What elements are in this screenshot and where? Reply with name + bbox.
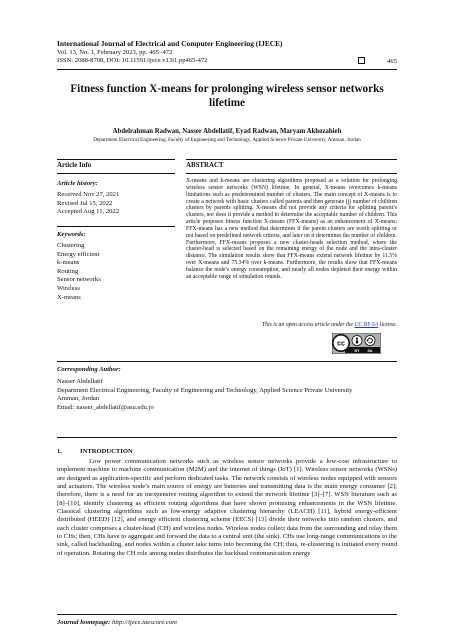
- corresponding-city: Amman, Jordan: [57, 395, 100, 403]
- footer-rule: [57, 614, 397, 615]
- header-rule: [57, 69, 397, 70]
- footer-label: Journal homepage: [57, 619, 109, 626]
- corresponding-rule-bottom: [57, 437, 397, 438]
- volume-line: Vol. 13, No. 1, February 2023, pp. 465~472: [57, 48, 173, 56]
- section-number: 1.: [57, 448, 62, 455]
- article-info-heading: Article Info: [57, 162, 92, 169]
- corresponding-name: Nasser Abdellatif: [57, 378, 103, 385]
- issn-doi-line: ISSN: 2088-8708, DOI: 10.11591/ijece.v13i1.pp465-472: [57, 57, 208, 65]
- journal-name: International Journal of Electrical and Computer Engineering (IJECE): [57, 39, 283, 48]
- journal-header: [57, 40, 397, 66]
- keyword-item: Sensor networks: [57, 276, 101, 284]
- intro-paragraph: Low power communication networks such as wireless sensor networks provide a low-cost infrastructure to implement machine to machine communication (M2M) and the internet of things (IoT) [1]. Wireless sensor networks (WSNs) are designed as application-specific and perform dedicated tasks. The network consists of wireless nodes equipped with sensors and actuators. The wireless node’s main source of energy are batteries and transmitting data is the main energy consumer [2]; therefore, there is a need for an inexpensive routing algorithm to extend the network lifetime [3]–[7]. WSN literature such as [8]–[10], identify clustering as efficient routing algorithms that have shown promising enhancements in the WSN lifetime. Classical clustering algorithms such as low-energy adaptive clustering hierarchy (LEACH) [11], hybrid energy-efficient distributed (HEED) [12], and energy efficient clustering scheme (EECS) [13] divide their networks into random clusters, and each cluster comprises a cluster-head (CH) and wireless nodes. Wireless nodes collect data from the surrounding and relay them to CHs; then, CHs have to aggregate and forward the data to a central unit (the sink). CHs use long-range communications to the sink, called backhauling, and nodes within a cluster take turns into becoming the CH; thus, re-clustering is initiated every round of operation. Rotating the CH role among nodes distributes the backhaul communication energy: [57, 458, 397, 557]
- keyword-item: k-means: [57, 259, 80, 267]
- keyword-item: Wireless: [57, 284, 80, 292]
- keywords-rule: [57, 226, 175, 227]
- keyword-item: Energy efficient: [57, 250, 100, 258]
- history-received: Received Nov 27, 2021: [57, 191, 120, 198]
- affiliation: Department Electrical Engineering, Faculty of Engineering and Technology, Applied Science Private University, Amman, Jordan: [93, 137, 361, 143]
- page-number-block: [358, 57, 397, 67]
- cc-by-label: BY: [354, 349, 360, 353]
- history-accepted: Accepted Aug 11, 2022: [57, 208, 120, 216]
- abstract-heading: ABSTRACT: [186, 162, 224, 169]
- keyword-item: Clustering: [57, 242, 85, 249]
- corresponding-rule-top: [57, 361, 397, 362]
- cc-logo-text: cc: [337, 340, 345, 348]
- oa-suffix: license.: [378, 322, 397, 328]
- keyword-item: Routing: [57, 267, 79, 275]
- journal-footer: Journal homepage: http://ijece.iaescore.com: [57, 619, 177, 626]
- page-number: 465: [387, 58, 397, 66]
- footer-url[interactable]: http://ijece.iaescore.com: [111, 619, 177, 626]
- keywords-heading: Keywords:: [57, 231, 86, 238]
- oa-prefix: This is an open access article under the: [261, 322, 355, 328]
- keyword-item: X-means: [57, 293, 81, 301]
- author-list: Abdelrahman Radwan, Nasser Abdellatif, Eyad Radwan, Maryam Akhozahieh: [112, 128, 342, 135]
- article-info-rule: [57, 173, 175, 174]
- corresponding-heading: Corresponding Author:: [57, 366, 121, 373]
- section-title: INTRODUCTION: [80, 448, 133, 455]
- history-heading: Article history:: [57, 180, 98, 187]
- corresponding-dept: Department Electrical Engineering, Faculty of Engineering and Technology, Applied Science Private University: [57, 386, 353, 394]
- open-access-note: [186, 322, 397, 328]
- cc-by-sa-badge[interactable]: [332, 333, 381, 354]
- keyword-list: [57, 242, 101, 302]
- abstract-rule: [186, 173, 397, 174]
- abstract-text: X-means and k-means are clustering algorithms proposed as a solution for prolonging wireless sensor networks (WSN) lifetime. In general, X-means overcomes k-means limitations such as predetermined number of clusters. The main concept of X-means is to create a network with basic clusters called parents and then generate (j) number of children clusters by parents splitting. X-means did not provide any criteria for splitting parent’s clusters, nor does it provide a method to determine the acceptable number of children. This article proposes fitness function X-means (FFX-means) as an enhancement of X-means; FFX-means has a new method that determines if the parent clusters are worth splitting or not based on predefined network criteria, and later on it determines the number of children. Furthermore, FFX-means proposes a new cluster-heads selection method, where the cluster-head is selected based on the remaining energy of the node and the intra-cluster distance. The simulation results show that FFX-means extend network lifetime by 11.5% over X-means and 75.34% over k-means. Furthermore, the results show that FFX-means balance the node’s energy consumption, and nearly all nodes depleted their energy within an acceptable range of simulation rounds.: [186, 178, 397, 280]
- license-link[interactable]: CC BY-SA: [354, 322, 379, 328]
- cc-sa-label: SA: [367, 349, 373, 353]
- abstract-rule-top: [186, 159, 397, 160]
- corresponding-author-block: [57, 378, 397, 413]
- article-history: [57, 191, 119, 217]
- share-alike-icon: [365, 336, 375, 346]
- article-info-rule-top: [57, 159, 175, 160]
- history-revised: Revised Jul 15, 2022: [57, 199, 113, 207]
- corresponding-email: Email: nasser_abdellatif@asu.edu.jo: [57, 404, 154, 412]
- square-icon: [358, 57, 365, 64]
- intro-heading: [57, 448, 133, 455]
- paper-title: Fitness function X-means for prolonging wireless sensor networks lifetime: [70, 83, 384, 109]
